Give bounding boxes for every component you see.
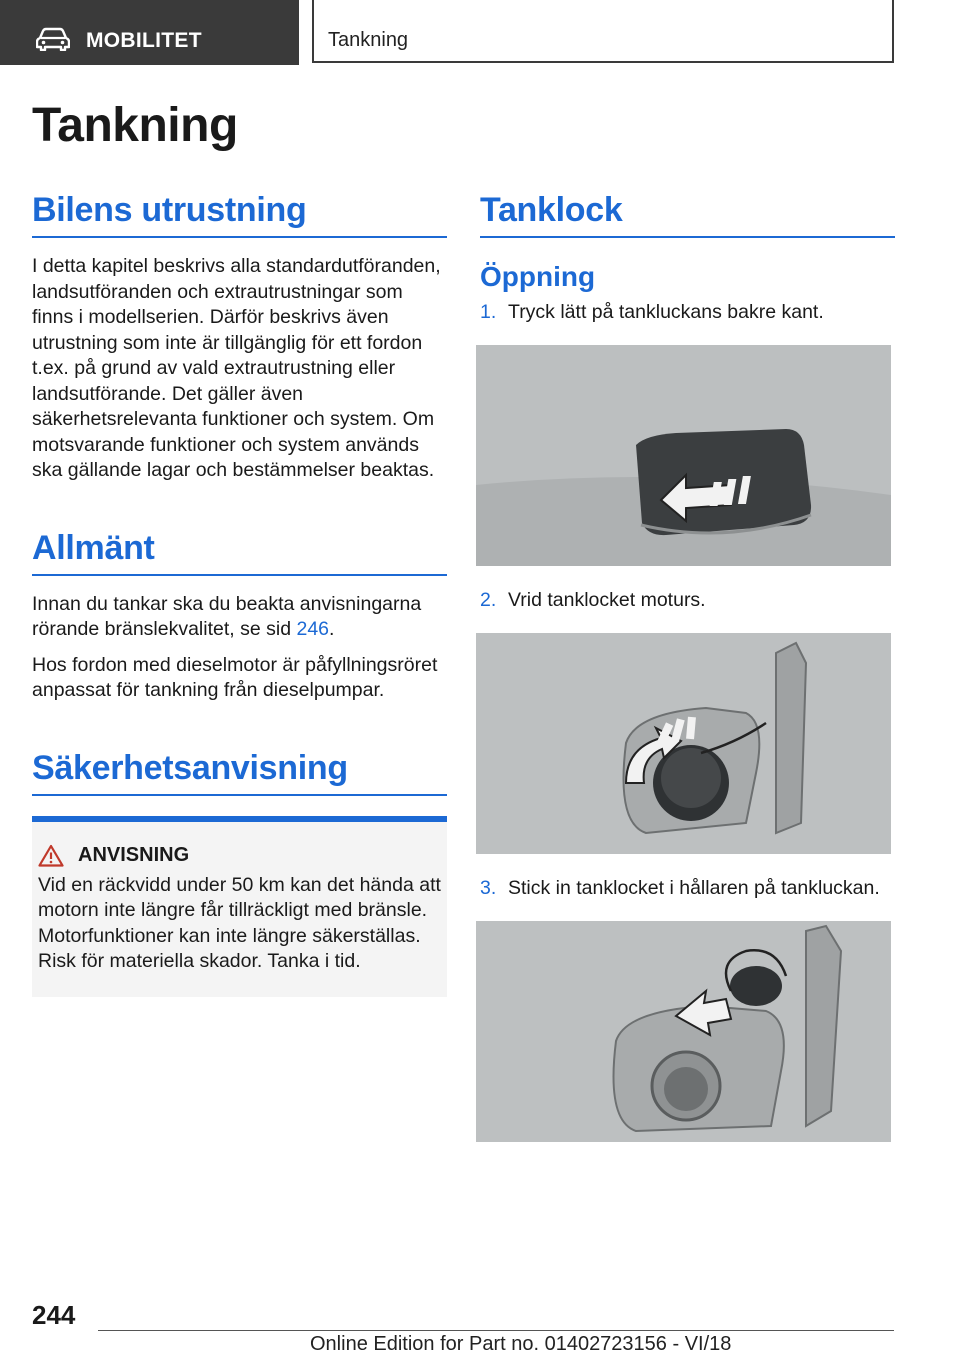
- fuel-flap-press-illustration: [476, 345, 891, 566]
- step-text: Stick in tanklocket i hållaren på tankluckan.: [508, 877, 880, 899]
- warning-box: [32, 816, 447, 997]
- warning-title: ANVISNING: [78, 843, 190, 866]
- warning-triangle-icon: [38, 844, 64, 867]
- general-text-1-pre: Innan du tankar ska du beakta anvisningarna rörande bränslekvalitet, se sid: [32, 592, 422, 640]
- equipment-heading: Bilens utrustning: [32, 190, 447, 238]
- left-column: [32, 190, 447, 997]
- right-column: [480, 190, 895, 1164]
- footer-edition-text: Online Edition for Part no. 01402723156 - VI/18: [310, 1333, 732, 1355]
- step-number: 1.: [480, 301, 497, 323]
- header-section-label: MOBILITET: [86, 29, 202, 52]
- warning-title-row: [38, 844, 447, 867]
- warning-text: Vid en räckvidd under 50 km kan det hända att motorn inte längre får tillräckligt med bränsle. Motorfunktioner kan inte längre säkerställas. Risk för materiella skador. Tanka i tid.: [38, 873, 441, 972]
- general-heading: Allmänt: [32, 528, 447, 576]
- tank-cap-turn-illustration: [476, 633, 891, 854]
- page-title: Tankning: [32, 99, 238, 152]
- safety-heading: Säkerhetsanvisning: [32, 748, 447, 796]
- header-topic-tab: [312, 0, 894, 63]
- opening-subheading: Öppning: [480, 261, 596, 292]
- step-number: 3.: [480, 877, 497, 899]
- page-number: 244: [32, 1300, 76, 1330]
- header-section-tab: [0, 0, 299, 65]
- general-text-1-post: .: [329, 618, 335, 640]
- general-text-2: Hos fordon med dieselmotor är påfyllningsröret anpassat för tankning från dieselpumpar.: [32, 653, 438, 701]
- header-topic-label: Tankning: [328, 29, 409, 51]
- step-number: 2.: [480, 589, 497, 611]
- general-text-1: [32, 592, 447, 643]
- page-reference-link[interactable]: 246: [296, 618, 330, 640]
- tank-cap-heading: Tanklock: [480, 190, 895, 238]
- footer-divider: [98, 1330, 894, 1331]
- equipment-text: I detta kapitel beskrivs alla standardutföranden, landsutföranden och extrautrustningar som finns i modellserien. Därför beskrivs även utrustning som inte är tillgänglig för ett fordon t.ex. på grund av vald extrautrustning eller landsutförande. Det gäller även säkerhetsrelevanta funktioner och system. Om motsvarande funktioner och system används ska gällande lagar och bestämmelser beaktas.: [32, 255, 441, 481]
- step-text: Vrid tanklocket moturs.: [508, 589, 706, 611]
- step-1: [480, 300, 895, 325]
- step-2: [480, 588, 895, 613]
- step-3: [480, 876, 895, 901]
- tank-cap-holder-illustration: [476, 921, 891, 1142]
- car-icon: [36, 27, 70, 51]
- step-text: Tryck lätt på tankluckans bakre kant.: [508, 301, 824, 323]
